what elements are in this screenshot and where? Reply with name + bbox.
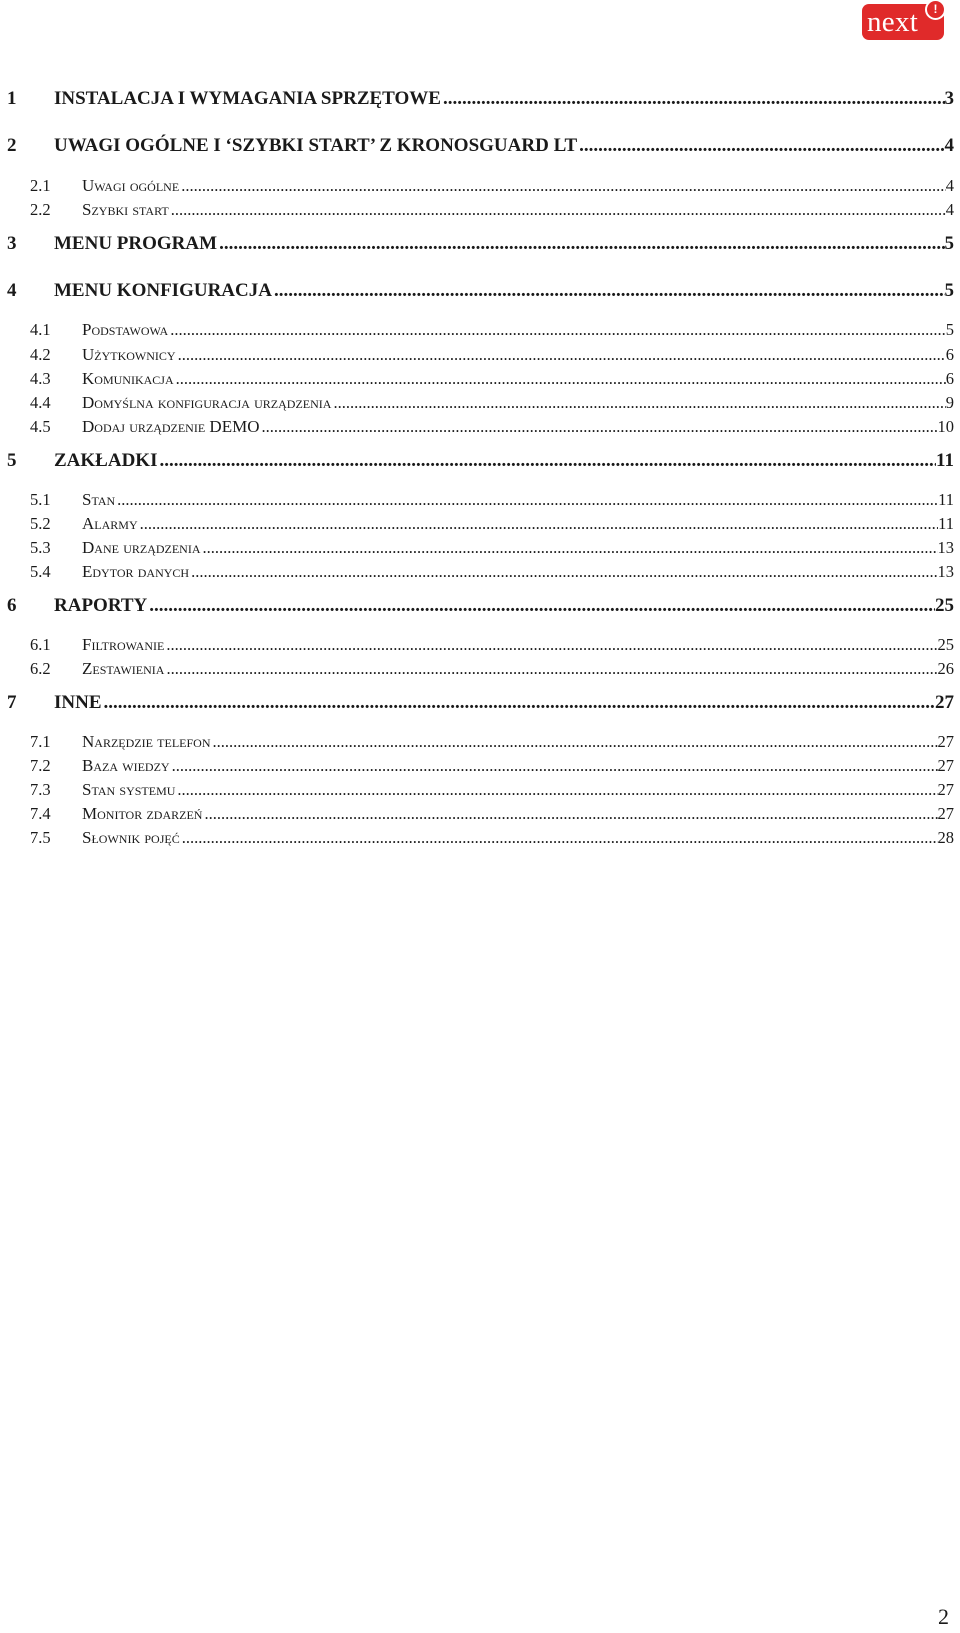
toc-entry-number: 7.2	[30, 756, 51, 775]
toc-entry[interactable]	[7, 514, 954, 534]
toc-entry-title: Uwagi ogólne	[82, 176, 180, 195]
dot-leader	[189, 562, 937, 582]
toc-entry-page: 26	[937, 659, 954, 678]
toc-entry-page: 4	[945, 176, 954, 195]
dot-leader	[180, 828, 938, 848]
toc-entry-page: 27	[937, 756, 954, 775]
toc-entry-page: 11	[938, 514, 954, 533]
toc-entry-title: Dane urządzenia	[82, 538, 201, 557]
dot-leader	[102, 692, 935, 714]
dot-leader	[201, 538, 938, 558]
toc-entry-title: UWAGI OGÓLNE I ‘SZYBKI START’ Z KRONOSGUARD LT	[54, 135, 578, 156]
toc-entry[interactable]	[7, 280, 954, 302]
dot-leader	[179, 176, 946, 196]
toc-entry-title: Użytkownicy	[82, 345, 176, 364]
toc-entry-number: 4.3	[30, 369, 51, 388]
toc-entry-title: Baza wiedzy	[82, 756, 170, 775]
toc-entry[interactable]	[7, 538, 954, 558]
toc-entry-number: 5.3	[30, 538, 51, 557]
toc-entry-number: 7.3	[30, 780, 51, 799]
toc-entry-number: 4.2	[30, 345, 51, 364]
dot-leader	[157, 450, 936, 472]
toc-entry[interactable]	[7, 200, 954, 220]
toc-entry-page: 27	[937, 732, 954, 751]
toc-entry-number: 4.5	[30, 417, 51, 436]
dot-leader	[211, 732, 938, 752]
toc-entry[interactable]	[7, 780, 954, 800]
dot-leader	[164, 659, 937, 679]
toc-entry-page: 5	[944, 280, 954, 301]
toc-entry[interactable]	[7, 732, 954, 752]
toc-entry-title: Alarmy	[82, 514, 138, 533]
toc-entry-title: Filtrowanie	[82, 635, 165, 654]
toc-entry-number: 5.1	[30, 490, 51, 509]
dot-leader	[577, 135, 944, 157]
toc-entry-title: ZAKŁADKI	[54, 450, 158, 471]
toc-entry-number: 1	[7, 88, 17, 109]
toc-entry-page: 25	[935, 595, 954, 616]
toc-entry-page: 6	[945, 345, 954, 364]
toc-entry-number: 7.4	[30, 804, 51, 823]
toc-entry-title: Edytor danych	[82, 562, 190, 581]
toc-entry-page: 25	[937, 635, 954, 654]
toc-entry-title: MENU PROGRAM	[54, 233, 218, 254]
toc-entry-page: 27	[937, 804, 954, 823]
toc-entry[interactable]	[7, 804, 954, 824]
dot-leader	[175, 780, 937, 800]
toc-entry-page: 13	[937, 562, 954, 581]
dot-leader	[259, 417, 937, 437]
toc-entry[interactable]	[7, 490, 954, 510]
toc-entry-number: 4	[7, 280, 17, 301]
toc-entry-number: 4.1	[30, 320, 51, 339]
toc-entry-number: 4.4	[30, 393, 51, 412]
toc-entry-number: 6.2	[30, 659, 51, 678]
toc-entry-page: 13	[937, 538, 954, 557]
toc-entry-page: 5	[945, 320, 954, 339]
toc-entry-number: 2.1	[30, 176, 51, 195]
toc-entry[interactable]	[7, 135, 954, 157]
toc-entry[interactable]	[7, 692, 954, 714]
dot-leader	[147, 595, 935, 617]
dot-leader	[272, 280, 945, 302]
toc-entry[interactable]	[7, 345, 954, 365]
toc-entry-page: 9	[945, 393, 954, 412]
toc-entry-number: 7.1	[30, 732, 51, 751]
toc-entry-title: MENU KONFIGURACJA	[54, 280, 272, 301]
toc-entry-page: 5	[944, 233, 954, 254]
toc-entry-page: 6	[945, 369, 954, 388]
toc-entry-number: 5	[7, 450, 17, 471]
toc-entry-number: 2	[7, 135, 17, 156]
page-number: 2	[938, 1604, 949, 1629]
toc-entry-title: Podstawowa	[82, 320, 169, 339]
toc-entry-title: INSTALACJA I WYMAGANIA SPRZĘTOWE	[54, 88, 441, 109]
toc-entry-number: 5.2	[30, 514, 51, 533]
toc-entry[interactable]	[7, 595, 954, 617]
toc-entry-page: 3	[944, 88, 954, 109]
logo-text: next	[867, 6, 919, 38]
toc-entry[interactable]	[7, 562, 954, 582]
toc-entry-title: INNE	[54, 692, 102, 713]
toc-entry[interactable]	[7, 176, 954, 196]
toc-entry-title: Monitor zdarzeń	[82, 804, 203, 823]
toc-entry[interactable]	[7, 393, 954, 413]
toc-entry[interactable]	[7, 417, 954, 437]
toc-entry-title: Stan systemu	[82, 780, 176, 799]
toc-entry-page: 11	[938, 490, 954, 509]
toc-entry-title: Słownik pojęć	[82, 828, 180, 847]
toc-entry-page: 11	[936, 450, 954, 471]
dot-leader	[331, 393, 945, 413]
toc-entry-number: 6	[7, 595, 17, 616]
dot-leader	[115, 490, 938, 510]
dot-leader	[174, 369, 946, 389]
dot-leader	[169, 200, 946, 220]
toc-entry[interactable]	[7, 659, 954, 679]
toc-entry-page: 4	[944, 135, 954, 156]
toc-entry-page: 27	[935, 692, 954, 713]
toc-entry-page: 27	[937, 780, 954, 799]
toc-entry-page: 10	[937, 417, 954, 436]
dot-leader	[441, 88, 945, 110]
toc-entry-page: 4	[945, 200, 954, 219]
toc-entry[interactable]	[7, 756, 954, 776]
toc-entry-number: 7.5	[30, 828, 51, 847]
logo-exclamation-badge: !	[925, 0, 946, 20]
toc-entry-title: Domyślna konfiguracja urządzenia	[82, 393, 332, 412]
toc-entry[interactable]	[7, 88, 954, 110]
dot-leader	[164, 635, 937, 655]
toc-entry-title: Dodaj urządzenie DEMO	[82, 417, 260, 436]
toc-entry-title: Szybki start	[82, 200, 169, 219]
toc-entry[interactable]	[7, 450, 954, 472]
toc-entry[interactable]	[7, 369, 954, 389]
toc-entry[interactable]	[7, 635, 954, 655]
dot-leader	[170, 756, 938, 776]
dot-leader	[202, 804, 937, 824]
dot-leader	[217, 233, 944, 255]
toc-entry-title: Zestawienia	[82, 659, 165, 678]
toc-entry-title: Komunikacja	[82, 369, 174, 388]
toc-entry-number: 7	[7, 692, 17, 713]
toc-entry[interactable]	[7, 233, 954, 255]
toc-entry-title: Narzędzie telefon	[82, 732, 211, 751]
toc-entry-number: 6.1	[30, 635, 51, 654]
toc-entry-number: 2.2	[30, 200, 51, 219]
toc-entry-number: 5.4	[30, 562, 51, 581]
dot-leader	[176, 345, 946, 365]
toc-entry-page: 28	[937, 828, 954, 847]
toc-entry-title: Stan	[82, 490, 116, 509]
toc-entry-number: 3	[7, 233, 17, 254]
next-logo	[862, 4, 944, 40]
toc-entry[interactable]	[7, 320, 954, 340]
toc-entry[interactable]	[7, 828, 954, 848]
toc-entry-title: RAPORTY	[54, 595, 148, 616]
dot-leader	[168, 320, 946, 340]
dot-leader	[138, 514, 938, 534]
